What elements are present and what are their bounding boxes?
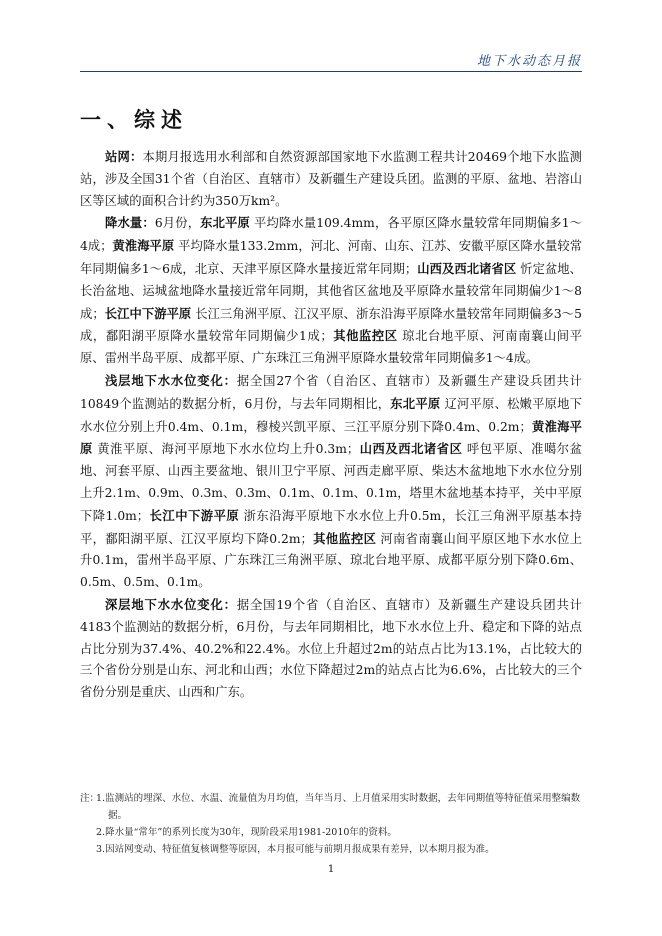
- region-label: 山西及西北诸省区: [359, 441, 463, 457]
- region-label: 其他监控区: [312, 530, 377, 546]
- paragraph-text: 浙东沿海平原地下水水位上升0.5m，长江三角洲平原基本持平，鄱阳湖平原、江汉平原均下降0.2m；: [80, 508, 582, 546]
- footnotes: [80, 790, 585, 858]
- paragraph-text: 本期月报选用水利部和自然资源部国家地下水监测工程共计20469个地下水监测站，涉及全国31个省（自治区、直辖市）及新疆生产建设兵团。监测的平原、盆地、岩溶山区等区域的面积合计约为350万km²。: [80, 150, 582, 208]
- paragraph-stations: [80, 146, 582, 212]
- footnote-label: 注：: [80, 793, 100, 804]
- region-label: 黄淮海平原: [112, 238, 175, 254]
- paragraph-text: 据全国27个省（自治区、直辖市）及新疆生产建设兵团共计10849个监测站的数据分析，6月份，与去年同期相比，: [80, 373, 582, 411]
- paragraph-text: 黄淮平原、海河平原地下水水位均上升0.3m；: [92, 442, 360, 457]
- paragraph-text: 据全国19个省（自治区、直辖市）及新疆生产建设兵团共计4183个监测站的数据分析，6月份，与去年同期相比，地下水水位上升、稳定和下降的站点占比分别为37.4%、40.2%和22.4%。水位上升超过2m的站点占比为13.1%，占比较大的三个省份分别是山东、河北和山西；水位下降超过2m的站点占比为6.6%，占比较大的三个省份分别是重庆、山西和广东。: [80, 597, 582, 700]
- paragraph-text: 忻定盆地、长治盆地、运城盆地降水量接近常年同期，其他省区盆地及平原降水量较常年同期偏少1～8成；: [80, 261, 582, 321]
- page-number: 1: [327, 864, 335, 875]
- paragraph-precipitation: [80, 212, 582, 370]
- paragraph-text: 6月份，: [154, 216, 201, 231]
- footnote-list: [96, 790, 585, 858]
- footnote-block: [80, 790, 585, 858]
- region-label: 黄淮海平原: [80, 418, 582, 457]
- paragraph-text: 呼包平原、准噶尔盆地、河套平原、山西主要盆地、银川卫宁平原、河西走廊平原、柴达木盆地地下水水位分别上升2.1m、0.9m、0.3m、0.3m、0.1m、0.1m、0.1m，塔里木盆地基本持平，关中平原下降1.0m；: [80, 442, 582, 523]
- paragraph-lead: 深层地下水水位变化：: [105, 596, 237, 612]
- paragraph-text: 河南省南襄山间平原区地下水水位上升0.1m，雷州半岛平原、广东珠江三角洲平原、琼北台地平原、成都平原分别下降0.6m、0.5m、0.5m、0.1m。: [80, 531, 582, 590]
- paragraph-text: 长江三角洲平原、江汉平原、浙东沿海平原降水量较常年同期偏多3～5成，鄱阳湖平原降水量较常年同期偏少1成；: [80, 306, 582, 344]
- footnote-item: 2.降水量“常年”的系列长度为30年，现阶段采用1981-2010年的资料。: [96, 827, 397, 838]
- paragraph-lead: 浅层地下水水位变化：: [105, 372, 237, 388]
- region-label: 东北平原: [200, 215, 250, 231]
- region-label: 其他监控区: [332, 328, 398, 344]
- paragraph-deep-groundwater: [80, 594, 582, 704]
- paragraph-text: 辽河平原、松嫩平原地下水水位分别上升0.4m、0.1m，穆棱兴凯平原、三江平原分别下降0.4m、0.2m；: [80, 396, 582, 434]
- paragraph-text: 平均降水量133.2mm，河北、河南、山东、江苏、安徽平原区降水量较常年同期偏多1～6成，北京、天津平原区降水量接近常年同期；: [80, 239, 582, 276]
- region-label: 山西及西北诸省区: [417, 260, 517, 276]
- paragraph-shallow-groundwater: [80, 370, 582, 594]
- paragraph-lead: 降水量：: [105, 215, 155, 231]
- running-header: 地下水动态月报: [476, 54, 582, 69]
- region-label: 东北平原: [390, 395, 441, 411]
- footnote-item: 1.监测站的埋深、水位、水温、流量值为月均值，当年当月、上月值采用实时数据，去年同期值等特征值采用整编数据。: [96, 793, 581, 821]
- body-text: [80, 146, 582, 704]
- footnote-item: 3.因站网变动、特征值复核调整等原因，本月报可能与前期月报成果有差异，以本期月报为准。: [96, 844, 495, 855]
- region-label: 长江中下游平原: [149, 507, 240, 523]
- region-label: 长江中下游平原: [104, 305, 192, 321]
- section-title: 一、综述: [80, 107, 188, 132]
- paragraph-text: 琼北台地平原、河南南襄山间平原、雷州半岛平原、成都平原、广东珠江三角洲平原降水量较常年同期偏多1～4成。: [80, 329, 582, 366]
- paragraph-lead: 站网：: [105, 149, 143, 164]
- paragraph-text: 平均降水量109.4mm，各平原区降水量较常年同期偏多1～4成；: [80, 216, 582, 254]
- header-rule: [80, 71, 582, 72]
